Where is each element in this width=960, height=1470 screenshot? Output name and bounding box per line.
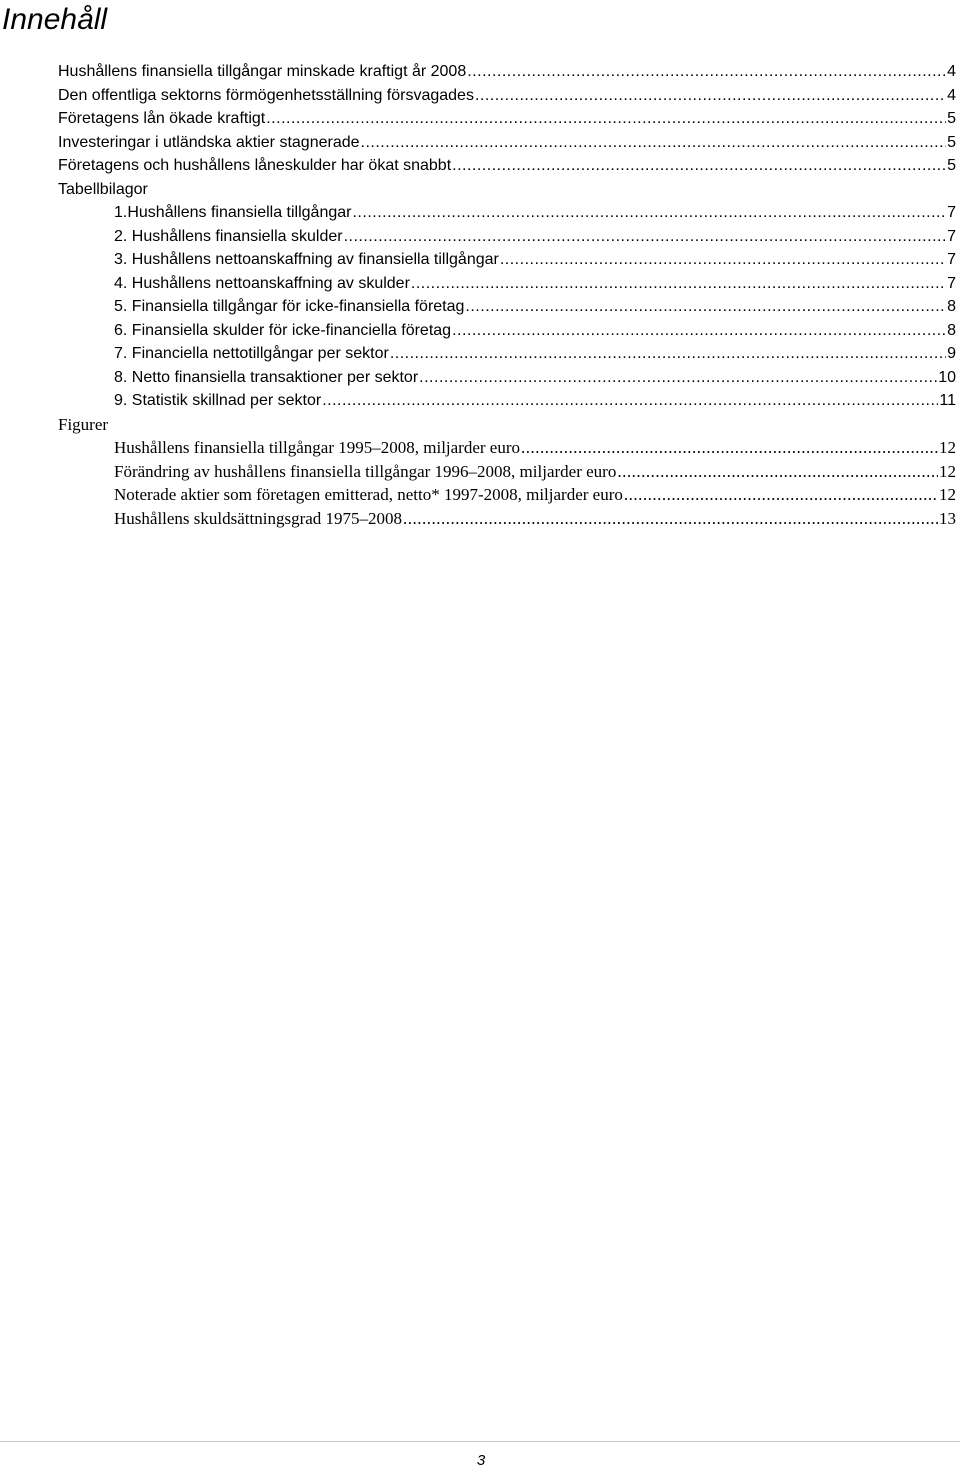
toc-entry-text: 1.Hushållens finansiella tillgångar xyxy=(114,204,352,221)
toc-entry-text: Hushållens finansiella tillgångar minskade kraftigt år 2008 xyxy=(58,63,467,80)
toc-entry[interactable] xyxy=(58,154,956,178)
toc-entry-text: Noterade aktier som företagen emitterad, netto* 1997-2008, miljarder euro xyxy=(114,485,623,504)
toc-entry[interactable] xyxy=(58,295,956,319)
toc-entry[interactable] xyxy=(58,460,956,484)
toc-entry[interactable] xyxy=(58,507,956,531)
toc-entry-page: 7 xyxy=(947,274,956,292)
toc-entry-page: 4 xyxy=(947,86,956,104)
footer-divider xyxy=(0,1441,960,1442)
toc-entry-text: 6. Finansiella skulder för icke-financiella företag xyxy=(114,321,452,339)
toc-leader-dots xyxy=(467,60,946,84)
toc-entry-page: 13 xyxy=(939,508,956,528)
toc-leader-dots xyxy=(361,131,947,155)
page-number xyxy=(0,1452,960,1469)
toc-entry-text: 5. Finansiella tillgångar för icke-finansiella företag xyxy=(114,298,465,315)
toc-entry-text: Förändring av hushållens finansiella tillgångar 1996–2008, miljarder euro xyxy=(114,461,617,481)
toc-leader-dots xyxy=(403,507,938,531)
toc-leader-dots xyxy=(352,201,946,225)
table-of-contents xyxy=(58,60,956,530)
toc-section-heading-tabellbilagor[interactable]: Tabellbilagor xyxy=(58,180,148,198)
toc-entry-page: 8 xyxy=(947,298,956,315)
toc-entry-page: 7 xyxy=(947,227,956,245)
toc-entry-page: 4 xyxy=(947,63,956,80)
toc-entry-text: 2. Hushållens finansiella skulder xyxy=(114,227,343,245)
toc-entry[interactable] xyxy=(58,436,956,460)
toc-leader-dots xyxy=(465,295,946,319)
toc-entry-text: 4. Hushållens nettoanskaffning av skulder xyxy=(114,274,410,292)
toc-entry[interactable] xyxy=(58,107,956,131)
toc-entry-text: Hushållens skuldsättningsgrad 1975–2008 xyxy=(114,508,403,528)
toc-entry-page: 5 xyxy=(947,133,956,151)
toc-leader-dots xyxy=(266,107,946,131)
toc-entry-text: 8. Netto finansiella transaktioner per sektor xyxy=(114,368,419,386)
toc-leader-dots xyxy=(521,436,938,460)
toc-section-heading-figurer[interactable]: Figurer xyxy=(58,414,109,434)
toc-entry[interactable] xyxy=(58,483,956,507)
toc-entry[interactable] xyxy=(58,319,956,343)
toc-entry[interactable] xyxy=(58,131,956,155)
toc-entry[interactable] xyxy=(58,342,956,366)
toc-entry[interactable] xyxy=(58,60,956,84)
toc-entry[interactable] xyxy=(58,225,956,249)
toc-leader-dots xyxy=(500,248,946,272)
page-title: Innehåll xyxy=(2,3,108,36)
toc-leader-dots xyxy=(322,389,938,413)
toc-leader-dots xyxy=(390,342,946,366)
toc-entry[interactable] xyxy=(58,389,956,413)
toc-entry-text: Investeringar i utländska aktier stagnerade xyxy=(58,133,360,151)
toc-entry[interactable] xyxy=(58,272,956,296)
toc-entry-page: 12 xyxy=(939,438,956,457)
toc-entry-page: 5 xyxy=(947,110,956,127)
toc-entry[interactable] xyxy=(58,84,956,108)
toc-entry-text: Företagens och hushållens låneskulder har ökat snabbt xyxy=(58,157,452,174)
toc-leader-dots xyxy=(617,460,938,484)
toc-entry[interactable] xyxy=(58,366,956,390)
toc-leader-dots xyxy=(452,319,946,343)
toc-entry-text: 9. Statistik skillnad per sektor xyxy=(114,392,322,409)
toc-entry-text: Företagens lån ökade kraftigt xyxy=(58,110,266,127)
toc-entry-text: Hushållens finansiella tillgångar 1995–2008, miljarder euro xyxy=(114,438,521,457)
toc-leader-dots xyxy=(624,483,938,507)
toc-leader-dots xyxy=(344,225,947,249)
toc-entry-page: 11 xyxy=(939,392,956,409)
toc-leader-dots xyxy=(475,84,946,108)
toc-entry-page: 10 xyxy=(938,368,956,386)
toc-entry-page: 12 xyxy=(939,485,956,504)
toc-entry[interactable] xyxy=(58,201,956,225)
toc-leader-dots xyxy=(411,272,946,296)
toc-entry-page: 7 xyxy=(947,204,956,221)
toc-entry-page: 9 xyxy=(947,345,956,362)
toc-entry[interactable] xyxy=(58,248,956,272)
toc-entry-text: 7. Financiella nettotillgångar per sektor xyxy=(114,345,389,362)
toc-entry-text: Den offentliga sektorns förmögenhetsställning försvagades xyxy=(58,86,474,104)
toc-entry-page: 8 xyxy=(947,321,956,339)
toc-entry-text: 3. Hushållens nettoanskaffning av finansiella tillgångar xyxy=(114,251,499,268)
toc-entry-page: 7 xyxy=(947,251,956,268)
toc-leader-dots xyxy=(419,366,937,390)
toc-leader-dots xyxy=(452,154,946,178)
toc-entry-page: 5 xyxy=(947,157,956,174)
toc-entry-page: 12 xyxy=(939,461,956,481)
page-number-text: 3 xyxy=(476,1452,486,1469)
